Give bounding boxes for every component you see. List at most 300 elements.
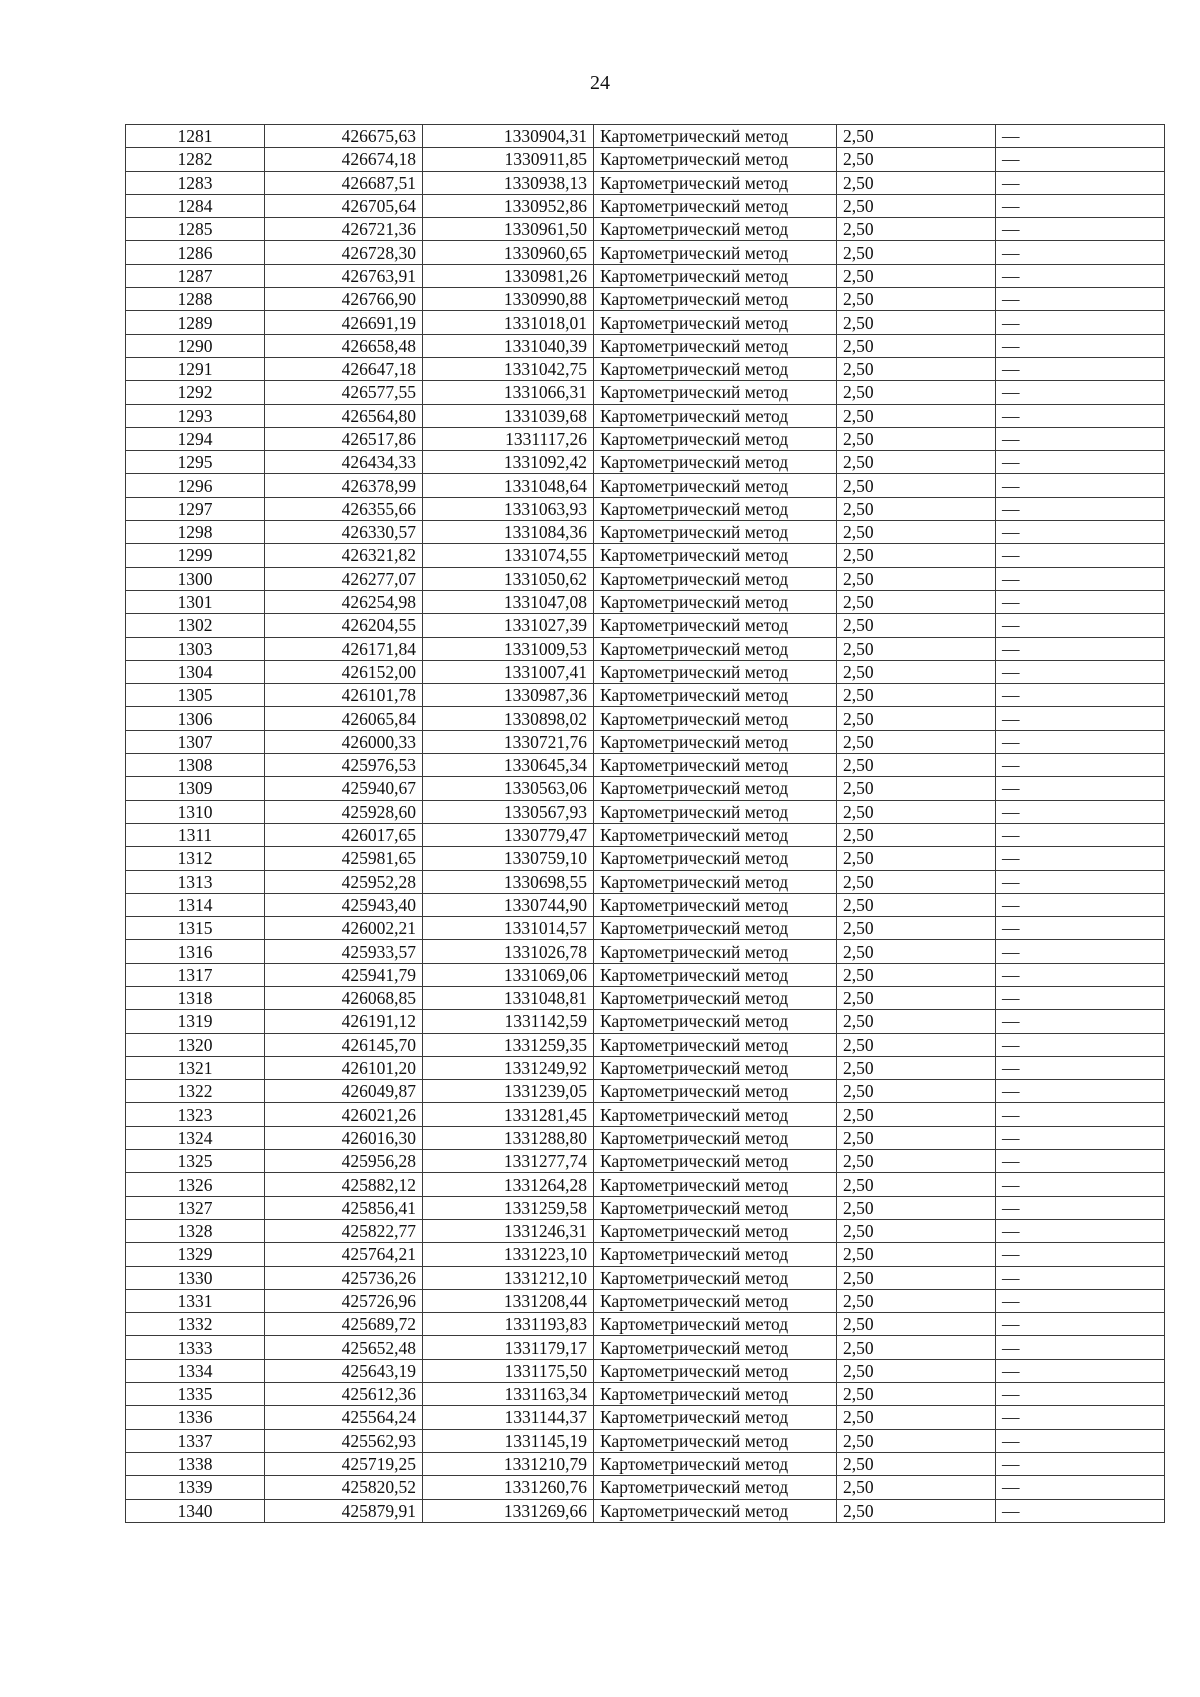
- method-cell: Картометрический метод: [594, 1383, 837, 1406]
- y-coordinate-cell: 1331163,34: [423, 1383, 594, 1406]
- table-row: [126, 963, 1165, 986]
- point-number-cell: 1333: [126, 1336, 265, 1359]
- accuracy-cell: 2,50: [837, 1033, 996, 1056]
- table-row: [126, 1289, 1165, 1312]
- x-coordinate-cell: 426101,78: [265, 684, 423, 707]
- table-row: [126, 171, 1165, 194]
- method-cell: Картометрический метод: [594, 1173, 837, 1196]
- method-cell: Картометрический метод: [594, 1033, 837, 1056]
- method-cell: Картометрический метод: [594, 357, 837, 380]
- x-coordinate-cell: 426321,82: [265, 544, 423, 567]
- x-coordinate-cell: 426065,84: [265, 707, 423, 730]
- x-coordinate-cell: 426355,66: [265, 497, 423, 520]
- method-cell: Картометрический метод: [594, 637, 837, 660]
- y-coordinate-cell: 1331018,01: [423, 311, 594, 334]
- accuracy-cell: 2,50: [837, 194, 996, 217]
- description-cell: —: [996, 1150, 1165, 1173]
- table-row: [126, 521, 1165, 544]
- x-coordinate-cell: 426330,57: [265, 521, 423, 544]
- description-cell: —: [996, 1359, 1165, 1382]
- y-coordinate-cell: 1331048,81: [423, 986, 594, 1009]
- accuracy-cell: 2,50: [837, 590, 996, 613]
- method-cell: Картометрический метод: [594, 427, 837, 450]
- x-coordinate-cell: 425933,57: [265, 940, 423, 963]
- description-cell: —: [996, 637, 1165, 660]
- point-number-cell: 1292: [126, 381, 265, 404]
- description-cell: —: [996, 917, 1165, 940]
- x-coordinate-cell: 426378,99: [265, 474, 423, 497]
- y-coordinate-cell: 1331007,41: [423, 660, 594, 683]
- accuracy-cell: 2,50: [837, 1080, 996, 1103]
- description-cell: —: [996, 893, 1165, 916]
- method-cell: Картометрический метод: [594, 1080, 837, 1103]
- description-cell: —: [996, 823, 1165, 846]
- description-cell: —: [996, 614, 1165, 637]
- point-number-cell: 1316: [126, 940, 265, 963]
- table-row: [126, 730, 1165, 753]
- x-coordinate-cell: 426564,80: [265, 404, 423, 427]
- table-row: [126, 1126, 1165, 1149]
- accuracy-cell: 2,50: [837, 847, 996, 870]
- accuracy-cell: 2,50: [837, 1336, 996, 1359]
- method-cell: Картометрический метод: [594, 474, 837, 497]
- x-coordinate-cell: 425976,53: [265, 754, 423, 777]
- y-coordinate-cell: 1331142,59: [423, 1010, 594, 1033]
- description-cell: —: [996, 381, 1165, 404]
- y-coordinate-cell: 1331249,92: [423, 1056, 594, 1079]
- y-coordinate-cell: 1330898,02: [423, 707, 594, 730]
- method-cell: Картометрический метод: [594, 194, 837, 217]
- accuracy-cell: 2,50: [837, 1406, 996, 1429]
- table-row: [126, 847, 1165, 870]
- y-coordinate-cell: 1331009,53: [423, 637, 594, 660]
- description-cell: —: [996, 1196, 1165, 1219]
- description-cell: —: [996, 1173, 1165, 1196]
- accuracy-cell: 2,50: [837, 777, 996, 800]
- x-coordinate-cell: 426658,48: [265, 334, 423, 357]
- table-row: [126, 451, 1165, 474]
- table-row: [126, 148, 1165, 171]
- table-row: [126, 1336, 1165, 1359]
- accuracy-cell: 2,50: [837, 288, 996, 311]
- point-number-cell: 1327: [126, 1196, 265, 1219]
- point-number-cell: 1325: [126, 1150, 265, 1173]
- point-number-cell: 1305: [126, 684, 265, 707]
- accuracy-cell: 2,50: [837, 125, 996, 148]
- method-cell: Картометрический метод: [594, 1499, 837, 1522]
- accuracy-cell: 2,50: [837, 1103, 996, 1126]
- method-cell: Картометрический метод: [594, 1429, 837, 1452]
- accuracy-cell: 2,50: [837, 1499, 996, 1522]
- point-number-cell: 1323: [126, 1103, 265, 1126]
- table-row: [126, 404, 1165, 427]
- y-coordinate-cell: 1330911,85: [423, 148, 594, 171]
- point-number-cell: 1313: [126, 870, 265, 893]
- x-coordinate-cell: 426068,85: [265, 986, 423, 1009]
- point-number-cell: 1329: [126, 1243, 265, 1266]
- y-coordinate-cell: 1330779,47: [423, 823, 594, 846]
- x-coordinate-cell: 426691,19: [265, 311, 423, 334]
- x-coordinate-cell: 425928,60: [265, 800, 423, 823]
- x-coordinate-cell: 426728,30: [265, 241, 423, 264]
- method-cell: Картометрический метод: [594, 777, 837, 800]
- method-cell: Картометрический метод: [594, 684, 837, 707]
- table-row: [126, 1056, 1165, 1079]
- table-row: [126, 1476, 1165, 1499]
- x-coordinate-cell: 426705,64: [265, 194, 423, 217]
- point-number-cell: 1331: [126, 1289, 265, 1312]
- description-cell: —: [996, 1383, 1165, 1406]
- method-cell: Картометрический метод: [594, 1266, 837, 1289]
- accuracy-cell: 2,50: [837, 357, 996, 380]
- accuracy-cell: 2,50: [837, 637, 996, 660]
- description-cell: —: [996, 218, 1165, 241]
- description-cell: —: [996, 1033, 1165, 1056]
- table-row: [126, 1359, 1165, 1382]
- y-coordinate-cell: 1330759,10: [423, 847, 594, 870]
- table-row: [126, 660, 1165, 683]
- description-cell: —: [996, 1313, 1165, 1336]
- y-coordinate-cell: 1330981,26: [423, 264, 594, 287]
- point-number-cell: 1307: [126, 730, 265, 753]
- description-cell: —: [996, 963, 1165, 986]
- description-cell: —: [996, 707, 1165, 730]
- accuracy-cell: 2,50: [837, 754, 996, 777]
- method-cell: Картометрический метод: [594, 1243, 837, 1266]
- description-cell: —: [996, 334, 1165, 357]
- y-coordinate-cell: 1331239,05: [423, 1080, 594, 1103]
- point-number-cell: 1293: [126, 404, 265, 427]
- description-cell: —: [996, 544, 1165, 567]
- y-coordinate-cell: 1331050,62: [423, 567, 594, 590]
- description-cell: —: [996, 521, 1165, 544]
- coordinates-table-body: [126, 125, 1165, 1523]
- method-cell: Картометрический метод: [594, 334, 837, 357]
- description-cell: —: [996, 1336, 1165, 1359]
- x-coordinate-cell: 425940,67: [265, 777, 423, 800]
- x-coordinate-cell: 426763,91: [265, 264, 423, 287]
- method-cell: Картометрический метод: [594, 870, 837, 893]
- description-cell: —: [996, 660, 1165, 683]
- page-number: 24: [590, 72, 610, 94]
- description-cell: —: [996, 241, 1165, 264]
- x-coordinate-cell: 426254,98: [265, 590, 423, 613]
- accuracy-cell: 2,50: [837, 963, 996, 986]
- point-number-cell: 1287: [126, 264, 265, 287]
- point-number-cell: 1320: [126, 1033, 265, 1056]
- accuracy-cell: 2,50: [837, 893, 996, 916]
- method-cell: Картометрический метод: [594, 707, 837, 730]
- method-cell: Картометрический метод: [594, 497, 837, 520]
- method-cell: Картометрический метод: [594, 241, 837, 264]
- y-coordinate-cell: 1331259,35: [423, 1033, 594, 1056]
- accuracy-cell: 2,50: [837, 614, 996, 637]
- table-row: [126, 427, 1165, 450]
- point-number-cell: 1284: [126, 194, 265, 217]
- accuracy-cell: 2,50: [837, 1383, 996, 1406]
- accuracy-cell: 2,50: [837, 474, 996, 497]
- table-row: [126, 1150, 1165, 1173]
- y-coordinate-cell: 1330645,34: [423, 754, 594, 777]
- method-cell: Картометрический метод: [594, 754, 837, 777]
- x-coordinate-cell: 426101,20: [265, 1056, 423, 1079]
- y-coordinate-cell: 1331144,37: [423, 1406, 594, 1429]
- point-number-cell: 1326: [126, 1173, 265, 1196]
- y-coordinate-cell: 1331048,64: [423, 474, 594, 497]
- description-cell: —: [996, 1126, 1165, 1149]
- accuracy-cell: 2,50: [837, 497, 996, 520]
- table-row: [126, 497, 1165, 520]
- table-row: [126, 800, 1165, 823]
- x-coordinate-cell: 426517,86: [265, 427, 423, 450]
- description-cell: —: [996, 754, 1165, 777]
- point-number-cell: 1310: [126, 800, 265, 823]
- description-cell: —: [996, 684, 1165, 707]
- method-cell: Картометрический метод: [594, 1219, 837, 1242]
- description-cell: —: [996, 427, 1165, 450]
- method-cell: Картометрический метод: [594, 1476, 837, 1499]
- point-number-cell: 1303: [126, 637, 265, 660]
- y-coordinate-cell: 1331208,44: [423, 1289, 594, 1312]
- x-coordinate-cell: 425689,72: [265, 1313, 423, 1336]
- point-number-cell: 1299: [126, 544, 265, 567]
- x-coordinate-cell: 425856,41: [265, 1196, 423, 1219]
- point-number-cell: 1339: [126, 1476, 265, 1499]
- accuracy-cell: 2,50: [837, 311, 996, 334]
- method-cell: Картометрический метод: [594, 940, 837, 963]
- accuracy-cell: 2,50: [837, 451, 996, 474]
- description-cell: —: [996, 125, 1165, 148]
- table-row: [126, 1406, 1165, 1429]
- y-coordinate-cell: 1330961,50: [423, 218, 594, 241]
- description-cell: —: [996, 1476, 1165, 1499]
- y-coordinate-cell: 1330721,76: [423, 730, 594, 753]
- method-cell: Картометрический метод: [594, 311, 837, 334]
- table-row: [126, 1243, 1165, 1266]
- y-coordinate-cell: 1331145,19: [423, 1429, 594, 1452]
- table-row: [126, 334, 1165, 357]
- accuracy-cell: 2,50: [837, 986, 996, 1009]
- method-cell: Картометрический метод: [594, 614, 837, 637]
- y-coordinate-cell: 1331117,26: [423, 427, 594, 450]
- accuracy-cell: 2,50: [837, 870, 996, 893]
- description-cell: —: [996, 357, 1165, 380]
- x-coordinate-cell: 426017,65: [265, 823, 423, 846]
- y-coordinate-cell: 1331026,78: [423, 940, 594, 963]
- description-cell: —: [996, 264, 1165, 287]
- x-coordinate-cell: 425612,36: [265, 1383, 423, 1406]
- point-number-cell: 1294: [126, 427, 265, 450]
- accuracy-cell: 2,50: [837, 800, 996, 823]
- point-number-cell: 1295: [126, 451, 265, 474]
- method-cell: Картометрический метод: [594, 381, 837, 404]
- table-row: [126, 777, 1165, 800]
- point-number-cell: 1318: [126, 986, 265, 1009]
- description-cell: —: [996, 1452, 1165, 1475]
- description-cell: —: [996, 1266, 1165, 1289]
- description-cell: —: [996, 1103, 1165, 1126]
- point-number-cell: 1338: [126, 1452, 265, 1475]
- y-coordinate-cell: 1331092,42: [423, 451, 594, 474]
- method-cell: Картометрический метод: [594, 1406, 837, 1429]
- point-number-cell: 1289: [126, 311, 265, 334]
- description-cell: —: [996, 1429, 1165, 1452]
- description-cell: —: [996, 1243, 1165, 1266]
- method-cell: Картометрический метод: [594, 451, 837, 474]
- table-row: [126, 1173, 1165, 1196]
- method-cell: Картометрический метод: [594, 544, 837, 567]
- coordinates-table: [125, 124, 1165, 1523]
- description-cell: —: [996, 404, 1165, 427]
- x-coordinate-cell: 426675,63: [265, 125, 423, 148]
- method-cell: Картометрический метод: [594, 590, 837, 613]
- y-coordinate-cell: 1331066,31: [423, 381, 594, 404]
- x-coordinate-cell: 426152,00: [265, 660, 423, 683]
- point-number-cell: 1328: [126, 1219, 265, 1242]
- table-row: [126, 1080, 1165, 1103]
- table-row: [126, 1219, 1165, 1242]
- x-coordinate-cell: 426674,18: [265, 148, 423, 171]
- method-cell: Картометрический метод: [594, 521, 837, 544]
- accuracy-cell: 2,50: [837, 1452, 996, 1475]
- y-coordinate-cell: 1330960,65: [423, 241, 594, 264]
- x-coordinate-cell: 426721,36: [265, 218, 423, 241]
- accuracy-cell: 2,50: [837, 730, 996, 753]
- x-coordinate-cell: 426577,55: [265, 381, 423, 404]
- accuracy-cell: 2,50: [837, 334, 996, 357]
- point-number-cell: 1282: [126, 148, 265, 171]
- x-coordinate-cell: 425822,77: [265, 1219, 423, 1242]
- x-coordinate-cell: 425943,40: [265, 893, 423, 916]
- accuracy-cell: 2,50: [837, 917, 996, 940]
- y-coordinate-cell: 1331069,06: [423, 963, 594, 986]
- description-cell: —: [996, 1056, 1165, 1079]
- point-number-cell: 1306: [126, 707, 265, 730]
- method-cell: Картометрический метод: [594, 1103, 837, 1126]
- point-number-cell: 1337: [126, 1429, 265, 1452]
- accuracy-cell: 2,50: [837, 1010, 996, 1033]
- x-coordinate-cell: 425564,24: [265, 1406, 423, 1429]
- method-cell: Картометрический метод: [594, 218, 837, 241]
- method-cell: Картометрический метод: [594, 1150, 837, 1173]
- method-cell: Картометрический метод: [594, 730, 837, 753]
- description-cell: —: [996, 800, 1165, 823]
- description-cell: —: [996, 567, 1165, 590]
- accuracy-cell: 2,50: [837, 567, 996, 590]
- table-row: [126, 194, 1165, 217]
- accuracy-cell: 2,50: [837, 404, 996, 427]
- y-coordinate-cell: 1331027,39: [423, 614, 594, 637]
- method-cell: Картометрический метод: [594, 800, 837, 823]
- point-number-cell: 1291: [126, 357, 265, 380]
- x-coordinate-cell: 426766,90: [265, 288, 423, 311]
- y-coordinate-cell: 1330987,36: [423, 684, 594, 707]
- accuracy-cell: 2,50: [837, 171, 996, 194]
- description-cell: —: [996, 590, 1165, 613]
- table-row: [126, 311, 1165, 334]
- table-row: [126, 1499, 1165, 1522]
- x-coordinate-cell: 425941,79: [265, 963, 423, 986]
- point-number-cell: 1322: [126, 1080, 265, 1103]
- description-cell: —: [996, 986, 1165, 1009]
- accuracy-cell: 2,50: [837, 381, 996, 404]
- y-coordinate-cell: 1331277,74: [423, 1150, 594, 1173]
- method-cell: Картометрический метод: [594, 963, 837, 986]
- point-number-cell: 1298: [126, 521, 265, 544]
- accuracy-cell: 2,50: [837, 660, 996, 683]
- point-number-cell: 1317: [126, 963, 265, 986]
- table-row: [126, 1033, 1165, 1056]
- method-cell: Картометрический метод: [594, 1289, 837, 1312]
- method-cell: Картометрический метод: [594, 1010, 837, 1033]
- table-row: [126, 823, 1165, 846]
- method-cell: Картометрический метод: [594, 1126, 837, 1149]
- method-cell: Картометрический метод: [594, 917, 837, 940]
- description-cell: —: [996, 1080, 1165, 1103]
- method-cell: Картометрический метод: [594, 1313, 837, 1336]
- x-coordinate-cell: 425643,19: [265, 1359, 423, 1382]
- point-number-cell: 1309: [126, 777, 265, 800]
- description-cell: —: [996, 1219, 1165, 1242]
- accuracy-cell: 2,50: [837, 544, 996, 567]
- description-cell: —: [996, 497, 1165, 520]
- accuracy-cell: 2,50: [837, 1476, 996, 1499]
- y-coordinate-cell: 1330990,88: [423, 288, 594, 311]
- table-row: [126, 754, 1165, 777]
- accuracy-cell: 2,50: [837, 1359, 996, 1382]
- y-coordinate-cell: 1330938,13: [423, 171, 594, 194]
- accuracy-cell: 2,50: [837, 148, 996, 171]
- description-cell: —: [996, 311, 1165, 334]
- y-coordinate-cell: 1331223,10: [423, 1243, 594, 1266]
- point-number-cell: 1314: [126, 893, 265, 916]
- y-coordinate-cell: 1330744,90: [423, 893, 594, 916]
- table-row: [126, 1383, 1165, 1406]
- description-cell: —: [996, 777, 1165, 800]
- y-coordinate-cell: 1331193,83: [423, 1313, 594, 1336]
- table-row: [126, 1313, 1165, 1336]
- description-cell: —: [996, 1289, 1165, 1312]
- y-coordinate-cell: 1331246,31: [423, 1219, 594, 1242]
- y-coordinate-cell: 1331042,75: [423, 357, 594, 380]
- accuracy-cell: 2,50: [837, 1219, 996, 1242]
- x-coordinate-cell: 425981,65: [265, 847, 423, 870]
- x-coordinate-cell: 425952,28: [265, 870, 423, 893]
- accuracy-cell: 2,50: [837, 241, 996, 264]
- table-row: [126, 1196, 1165, 1219]
- y-coordinate-cell: 1330567,93: [423, 800, 594, 823]
- point-number-cell: 1301: [126, 590, 265, 613]
- accuracy-cell: 2,50: [837, 1243, 996, 1266]
- table-row: [126, 986, 1165, 1009]
- method-cell: Картометрический метод: [594, 847, 837, 870]
- point-number-cell: 1319: [126, 1010, 265, 1033]
- x-coordinate-cell: 426145,70: [265, 1033, 423, 1056]
- table-row: [126, 218, 1165, 241]
- x-coordinate-cell: 425764,21: [265, 1243, 423, 1266]
- x-coordinate-cell: 425726,96: [265, 1289, 423, 1312]
- x-coordinate-cell: 426049,87: [265, 1080, 423, 1103]
- accuracy-cell: 2,50: [837, 940, 996, 963]
- accuracy-cell: 2,50: [837, 218, 996, 241]
- x-coordinate-cell: 425820,52: [265, 1476, 423, 1499]
- table-row: [126, 1103, 1165, 1126]
- description-cell: —: [996, 1406, 1165, 1429]
- x-coordinate-cell: 425719,25: [265, 1452, 423, 1475]
- method-cell: Картометрический метод: [594, 148, 837, 171]
- y-coordinate-cell: 1331063,93: [423, 497, 594, 520]
- point-number-cell: 1283: [126, 171, 265, 194]
